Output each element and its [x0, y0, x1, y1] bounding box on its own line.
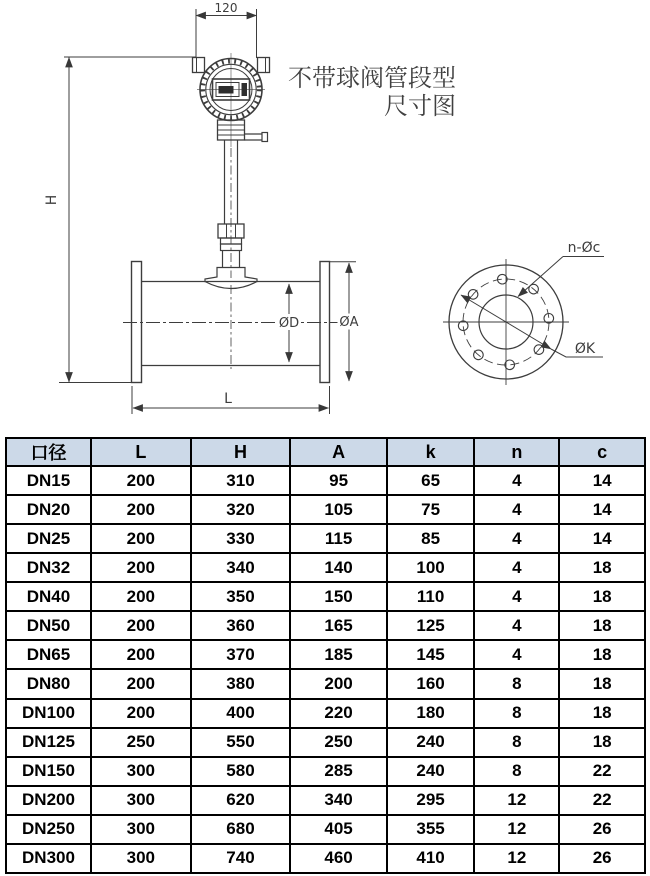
cell-value: 250 [290, 728, 386, 757]
cell-value: 85 [387, 524, 475, 553]
cell-value: 740 [191, 844, 291, 873]
cell-value: 185 [290, 640, 386, 669]
pipe-section [123, 262, 354, 383]
cell-value: 300 [91, 757, 191, 786]
column-header-5: n [474, 438, 559, 466]
table-row [6, 524, 645, 553]
dim-label-inner-diameter: ØD [278, 316, 300, 331]
cell-value: 200 [290, 669, 386, 698]
dim-label-L: L [224, 391, 232, 407]
cell-value: 200 [91, 466, 191, 495]
cell-value: 620 [191, 786, 291, 815]
cell-value: 550 [191, 728, 291, 757]
cell-value: 18 [559, 699, 645, 728]
flowmeter-stem [205, 140, 257, 289]
cell-value: 125 [387, 611, 475, 640]
row-label: DN300 [6, 844, 91, 873]
cell-value: 405 [290, 815, 386, 844]
column-header-3: A [290, 438, 386, 466]
column-header-4: k [387, 438, 475, 466]
cell-value: 18 [559, 582, 645, 611]
table-body [6, 466, 645, 873]
cell-value: 4 [474, 495, 559, 524]
dim-label-120: 120 [214, 1, 238, 15]
row-label: DN80 [6, 669, 91, 698]
cell-value: 680 [191, 815, 291, 844]
cell-value: 340 [191, 553, 291, 582]
cell-value: 18 [559, 611, 645, 640]
cell-value: 95 [290, 466, 386, 495]
cell-value: 285 [290, 757, 386, 786]
cell-value: 200 [91, 553, 191, 582]
dim-label-bolt-circle: ØK [574, 341, 596, 357]
cell-value: 355 [387, 815, 475, 844]
flowmeter-transmitter-head [193, 53, 270, 147]
cell-value: 300 [91, 786, 191, 815]
cell-value: 200 [91, 582, 191, 611]
header-row [6, 438, 645, 466]
cell-value: 105 [290, 495, 386, 524]
cell-value: 115 [290, 524, 386, 553]
column-header-2: H [191, 438, 291, 466]
row-label: DN200 [6, 786, 91, 815]
cell-value: 22 [559, 786, 645, 815]
cell-value: 320 [191, 495, 291, 524]
table-row [6, 495, 645, 524]
dimension-drawing [0, 0, 650, 437]
dim-label-bolt-holes: n-Øc [567, 240, 601, 256]
cell-value: 75 [387, 495, 475, 524]
row-label: DN20 [6, 495, 91, 524]
cell-value: 340 [290, 786, 386, 815]
cell-value: 18 [559, 669, 645, 698]
cell-value: 4 [474, 466, 559, 495]
table-row [6, 815, 645, 844]
cell-value: 200 [91, 640, 191, 669]
dim-label-H: H [44, 194, 60, 206]
cell-value: 165 [290, 611, 386, 640]
cell-value: 18 [559, 640, 645, 669]
cell-value: 110 [387, 582, 475, 611]
cell-value: 300 [91, 815, 191, 844]
cell-value: 580 [191, 757, 291, 786]
row-label: DN125 [6, 728, 91, 757]
cell-value: 200 [91, 669, 191, 698]
table-row [6, 611, 645, 640]
cell-value: 14 [559, 495, 645, 524]
cell-value: 8 [474, 699, 559, 728]
cell-value: 12 [474, 786, 559, 815]
cell-value: 310 [191, 466, 291, 495]
cell-value: 65 [387, 466, 475, 495]
column-header-0: 口径 [6, 438, 91, 466]
cell-value: 160 [387, 669, 475, 698]
row-label: DN250 [6, 815, 91, 844]
cell-value: 200 [91, 495, 191, 524]
cell-value: 240 [387, 757, 475, 786]
row-label: DN25 [6, 524, 91, 553]
row-label: DN65 [6, 640, 91, 669]
cell-value: 200 [91, 611, 191, 640]
table-row [6, 728, 645, 757]
column-header-1: L [91, 438, 191, 466]
cell-value: 180 [387, 699, 475, 728]
cell-value: 14 [559, 466, 645, 495]
table-header-row [6, 438, 645, 466]
cell-value: 18 [559, 728, 645, 757]
cell-value: 400 [191, 699, 291, 728]
cell-value: 100 [387, 553, 475, 582]
cell-value: 12 [474, 844, 559, 873]
cell-value: 4 [474, 640, 559, 669]
cell-value: 8 [474, 728, 559, 757]
table-row [6, 640, 645, 669]
cell-value: 330 [191, 524, 291, 553]
table-row [6, 757, 645, 786]
cell-value: 410 [387, 844, 475, 873]
cell-value: 12 [474, 815, 559, 844]
dim-top-width [196, 9, 257, 58]
column-header-6: c [559, 438, 645, 466]
table-row [6, 844, 645, 873]
drawing-title-line2: 尺寸图 [384, 93, 456, 120]
table-row [6, 553, 645, 582]
cell-value: 200 [91, 699, 191, 728]
row-label: DN15 [6, 466, 91, 495]
cell-value: 300 [91, 844, 191, 873]
cell-value: 295 [387, 786, 475, 815]
cell-value: 8 [474, 669, 559, 698]
table-row [6, 699, 645, 728]
cell-value: 4 [474, 524, 559, 553]
cell-value: 150 [290, 582, 386, 611]
table-row [6, 466, 645, 495]
cell-value: 26 [559, 844, 645, 873]
drawing-title-line1: 不带球阀管段型 [288, 65, 456, 92]
cell-value: 22 [559, 757, 645, 786]
cell-value: 200 [91, 524, 191, 553]
cell-value: 4 [474, 553, 559, 582]
cell-value: 26 [559, 815, 645, 844]
row-label: DN40 [6, 582, 91, 611]
cell-value: 18 [559, 553, 645, 582]
dim-label-flange-diameter: ØA [339, 315, 359, 330]
cell-value: 4 [474, 611, 559, 640]
cell-value: 460 [290, 844, 386, 873]
dimension-table [5, 437, 646, 874]
cell-value: 145 [387, 640, 475, 669]
row-label: DN100 [6, 699, 91, 728]
cell-value: 4 [474, 582, 559, 611]
table-row [6, 669, 645, 698]
cell-value: 380 [191, 669, 291, 698]
table-row [6, 582, 645, 611]
cell-value: 370 [191, 640, 291, 669]
cell-value: 360 [191, 611, 291, 640]
cell-value: 250 [91, 728, 191, 757]
cell-value: 8 [474, 757, 559, 786]
cell-value: 220 [290, 699, 386, 728]
cell-value: 240 [387, 728, 475, 757]
flange-face-view [443, 257, 604, 386]
table-row [6, 786, 645, 815]
row-label: DN32 [6, 553, 91, 582]
cell-value: 350 [191, 582, 291, 611]
row-label: DN50 [6, 611, 91, 640]
cell-value: 140 [290, 553, 386, 582]
row-label: DN150 [6, 757, 91, 786]
cell-value: 14 [559, 524, 645, 553]
dim-height [59, 57, 196, 383]
